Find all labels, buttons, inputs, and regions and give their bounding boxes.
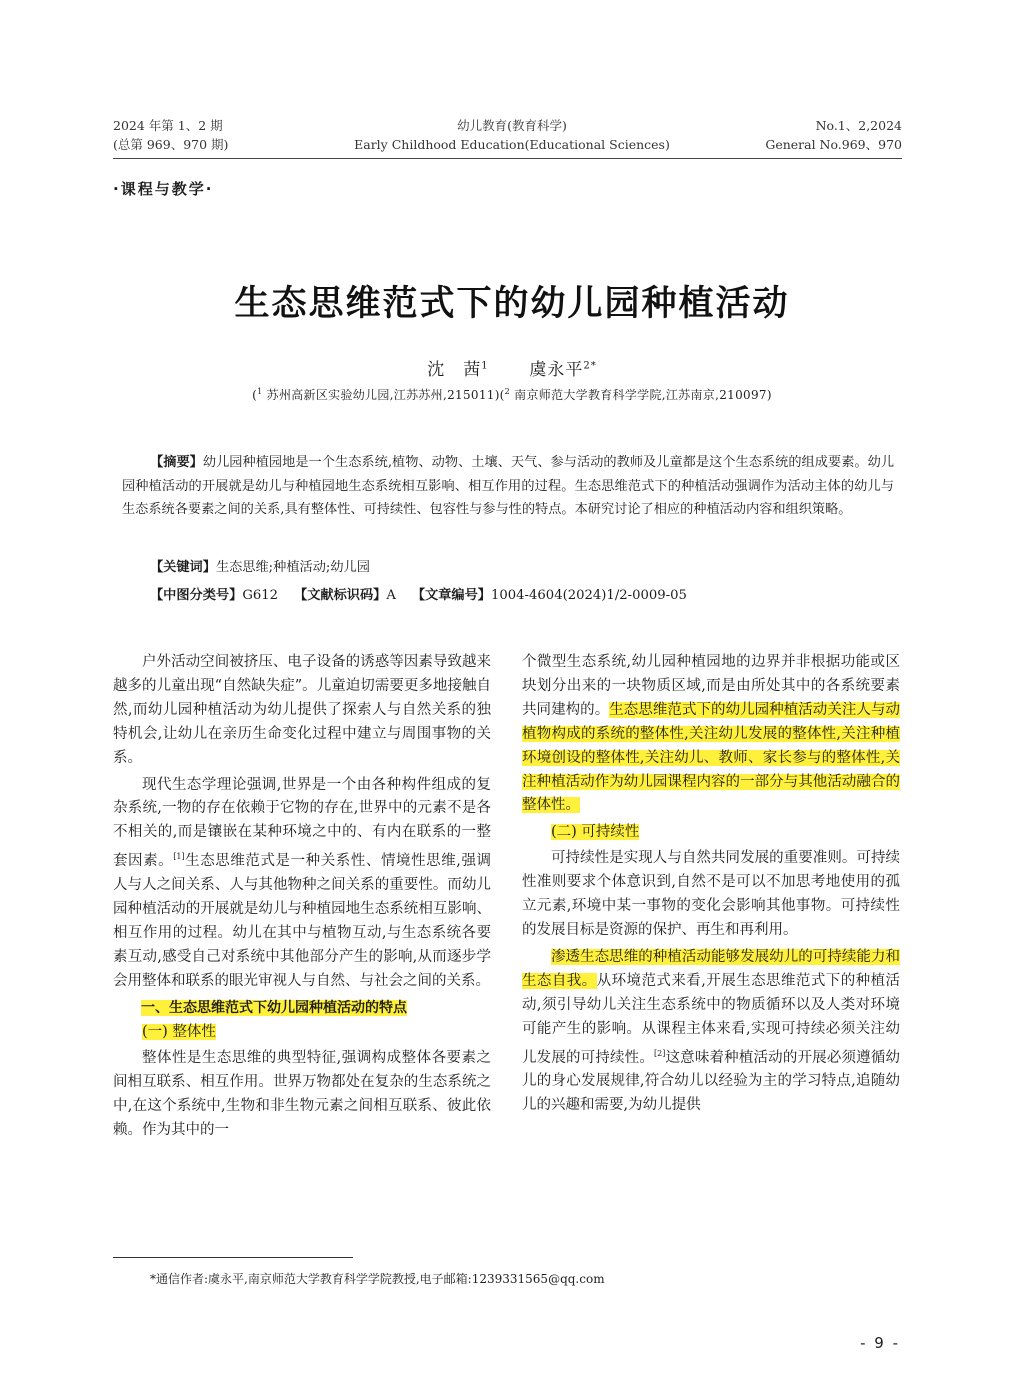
author-affiliation-marker: 2* xyxy=(583,360,597,372)
paragraph: 户外活动空间被挤压、电子设备的诱惑等因素导致越来越多的儿童出现“自然缺失症”。儿童迫切需要更多地接触自然,而幼儿园种植活动为幼儿提供了探索人与自然关系的独特机会,让幼儿在亲历生命变化过程中建立与周围事物的关系。 xyxy=(113,654,491,766)
keywords-text: 生态思维;种植活动;幼儿园 xyxy=(215,560,370,575)
author-name: 沈 茜 xyxy=(427,360,482,380)
issue-total-cn: (总第 969、970 期) xyxy=(113,137,229,152)
column-label: ·课程与教学· xyxy=(113,180,214,198)
paragraph: 可持续性是实现人与自然共同发展的重要准则。可持续性准则要求个体意识到,自然不是可以不加思考地使用的孤立元素,环境中某一事物的变化会影响其他事物。可持续性的发展目标是资源的保护、再生和再利用。 xyxy=(522,850,900,938)
article-number-value: 1004-4604(2024)1/2-0009-05 xyxy=(491,588,687,603)
section-heading: 一、生态思维范式下幼儿园种植活动的特点 xyxy=(141,999,407,1016)
running-header-left xyxy=(113,116,228,154)
affiliation-marker: 2 xyxy=(504,387,511,396)
highlighted-text: 生态思维范式下的幼儿园种植活动关注人与动植物构成的系统的整体性,关注幼儿发展的整体性,关注种植环境创设的整体性,关注幼儿、教师、家长参与的整体性,关注种植活动作为幼儿园课程内容的一部分与其他活动融合的整体性。 xyxy=(522,701,901,814)
paragraph: 渗透生态思维的种植活动能够发展幼儿的可持续能力和生态自我。从环境范式来看,开展生态思维范式下的种植活动,须引导幼儿关注生态系统中的物质循环以及人类对环境可能产生的影响。从课程主体来看,实现可持续必须关注幼儿发展的可持续性。[2]这意味着种植活动的开展必须遵循幼儿的身心发展规律,符合幼儿以经验为主的学习特点,追随幼儿的兴趣和需要,为幼儿提供 xyxy=(522,948,901,1114)
affiliation-1: 苏州高新区实验幼儿园,江苏苏州,215011)( xyxy=(262,388,505,402)
running-header-right xyxy=(765,116,902,154)
keywords-label: 【关键词】 xyxy=(150,560,216,575)
body-column-right xyxy=(522,651,900,1121)
article-title: 生态思维范式下的幼儿园种植活动 xyxy=(234,284,790,324)
subsection-heading: (二) 可持续性 xyxy=(551,824,640,841)
header-divider xyxy=(113,158,902,159)
document-code-label: 【文献标识码】 xyxy=(294,588,387,603)
article-number-label: 【文章编号】 xyxy=(411,588,491,603)
author-name: 虞永平 xyxy=(529,360,584,380)
paragraph: 整体性是生态思维的典型特征,强调构成整体各要素之间相互联系、相互作用。世界万物都处在复杂的生态系统之中,在这个系统中,生物和非生物元素之间相互联系、彼此依赖。作为其中的一 xyxy=(113,1050,491,1139)
highlighted-text: 渗透生态思维的种植活动能够发展幼儿的可持续能力和生态自我。 xyxy=(522,948,900,989)
subsection-heading: (一) 整体性 xyxy=(142,1024,216,1041)
journal-name-en: Early Childhood Education(Educational Sciences) xyxy=(354,137,670,152)
paragraph: 现代生态学理论强调,世界是一个由各种构件组成的复杂系统,一物的存在依赖于它物的存在,世界中的元素不是各不相关的,而是镶嵌在某种环境之中的、有内在联系的一整套因素。[1]生态思维范式是一种关系性、情境性思维,强调人与人之间关系、人与其他物种之间关系的重要性。而幼儿园种植活动的开展就是幼儿与种植园地生态系统相互影响、相互作用的过程。幼儿在其中与植物互动,与生态系统各要素互动,感受自己对系统中其他部分产生的影响,从而逐步学会用整体和联系的眼光审视人与自然、与社会之间的关系。 xyxy=(113,776,492,989)
paragraph: 个微型生态系统,幼儿园种植园地的边界并非根据功能或区块划分出来的一块物质区域,而是由所处其中的各系统要素共同建构的。生态思维范式下的幼儿园种植活动关注人与动植物构成的系统的整体性,关注幼儿发展的整体性,关注种植环境创设的整体性,关注幼儿、教师、家长参与的整体性,关注种植活动作为幼儿园课程内容的一部分与其他活动融合的整体性。 xyxy=(522,654,901,814)
document-code-value: A xyxy=(386,588,396,603)
footnote-divider xyxy=(113,1257,353,1258)
author-line xyxy=(0,355,1024,380)
issue-cn: 2024 年第 1、2 期 xyxy=(113,118,223,133)
classification-line xyxy=(150,585,687,607)
abstract xyxy=(122,451,894,522)
corresponding-author-note: *通信作者:虞永平,南京师范大学教育科学学院教授,电子邮箱:1239331565@qq.com xyxy=(150,1272,605,1286)
journal-name-cn: 幼儿教育(教育科学) xyxy=(457,118,567,133)
affiliation-line: ($^1$ 苏州高新区实验幼儿园,江苏苏州,215011)($^2$ 南京师范大学教育科学学院,江苏南京,210097) xyxy=(252,387,772,402)
issue-total-en: General No.969、970 xyxy=(765,137,902,152)
citation-ref: [2] xyxy=(654,1048,666,1058)
abstract-text: 幼儿园种植园地是一个生态系统,植物、动物、土壤、天气、参与活动的教师及儿童都是这个生态系统的组成要素。幼儿园种植活动的开展就是幼儿与种植园地生态系统相互影响、相互作用的过程。生态思维范式下的种植活动强调作为活动主体的幼儿与生态系统各要素之间的关系,具有整体性、可持续性、包容性与参与性的特点。本研究讨论了相应的种植活动内容和组织策略。 xyxy=(122,455,895,518)
citation-ref: [1] xyxy=(173,852,185,862)
clc-label: 【中图分类号】 xyxy=(150,588,243,603)
affiliation-marker: 1 xyxy=(257,387,263,396)
author-affiliation-marker: 1 xyxy=(481,360,489,372)
clc-value: G612 xyxy=(242,588,279,603)
page-number: - 9 - xyxy=(860,1334,900,1352)
running-header-center xyxy=(312,116,712,154)
affiliation-2: 南京师范大学教育科学学院,江苏南京,210097) xyxy=(510,388,772,402)
body-column-left xyxy=(113,651,491,1146)
abstract-label: 【摘要】 xyxy=(150,455,203,470)
issue-en: No.1、2,2024 xyxy=(815,118,902,133)
keywords xyxy=(150,557,370,579)
